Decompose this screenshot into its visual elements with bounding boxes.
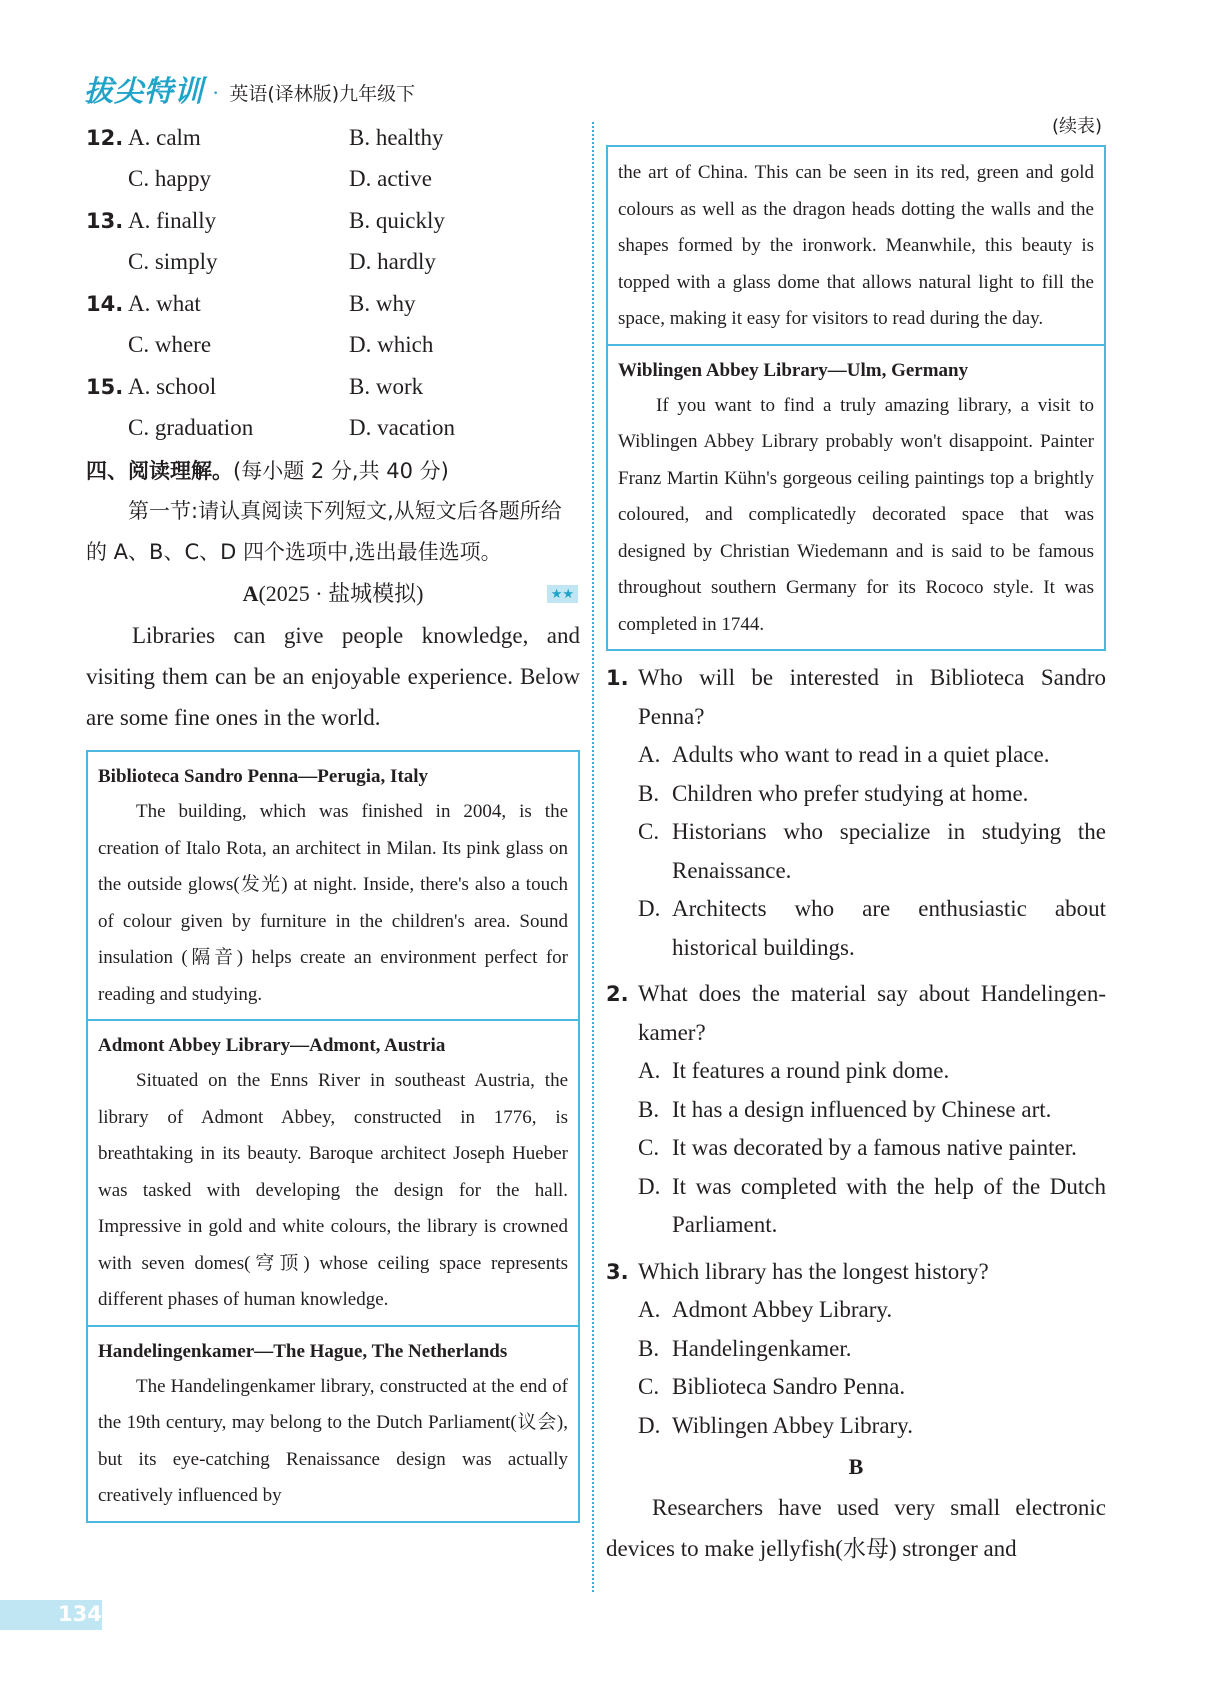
passage-b-text: Researchers have used very small electronic devices to make jellyfish(水母) stronger and	[606, 1495, 1106, 1561]
choice-text: Adults who want to read in a quiet place.	[672, 742, 1050, 767]
passage-b-label: B	[848, 1454, 864, 1479]
option-right: D. vacation	[349, 415, 456, 441]
choice-text: Wiblingen Abbey Library.	[672, 1412, 913, 1438]
answer-choice[interactable]	[638, 775, 1106, 814]
option-row	[86, 325, 580, 367]
choice-letter: C.	[638, 1135, 660, 1160]
library-table	[86, 750, 580, 1523]
choice-letter: D.	[638, 1173, 661, 1199]
choice-letter: A.	[638, 1058, 661, 1083]
question-number: 13.	[86, 208, 124, 233]
library-text: The Handelingenkamer library, constructed at the end of the 19th century, may belong to the Dutch Parliament(议会), but its eye-catching Renaissance design was actually creatively influenced by	[98, 1375, 568, 1506]
library-entry	[88, 1021, 578, 1327]
option-left: C. graduation	[128, 415, 254, 441]
option-right: D. hardly	[349, 249, 436, 275]
option-right: B. work	[349, 373, 424, 399]
option-left: C. happy	[128, 166, 212, 192]
option-left: A. calm	[128, 124, 201, 150]
library-text: The building, which was finished in 2004, is the creation of Italo Rota, an architect in Milan. Its pink glass on the outside glows(发光) at night. Inside, there's also a touch of colour given by furniture in the children's area. Sound insulation (隔音) helps create an environment perfect for reading and studying.	[98, 801, 568, 1005]
option-left: A. what	[128, 290, 201, 316]
section-heading: 四、阅读理解。	[86, 459, 233, 483]
choice-letter: C.	[638, 1374, 660, 1399]
passage-a-source: (2025 · 盐城模拟)	[258, 581, 424, 606]
difficulty-stars-icon: ★★	[547, 585, 578, 603]
library-text: the art of China. This can be seen in its red, green and gold colours as well as the dragon heads dotting the walls and the shapes formed by the ironwork. Meanwhile, this beauty is topped with a glass dome that allows natural light to fill the space, making it easy for visitors to read during the day.	[618, 162, 1094, 329]
choice-text: Handelingenkamer.	[672, 1335, 852, 1361]
question-text: Who will be interested in Biblioteca Sandro Penna?	[638, 665, 1106, 729]
question-number: 12.	[86, 125, 124, 150]
page-number-tab	[0, 1600, 102, 1630]
library-entry	[88, 1327, 578, 1521]
subject-title: 英语(译林版)九年级下	[229, 83, 416, 105]
header-dot: ·	[212, 80, 220, 105]
choice-text: It was completed with the help of the Dutch Parliament.	[672, 1173, 1106, 1237]
choice-letter: A.	[638, 742, 661, 767]
column-divider	[592, 122, 594, 1592]
question-number: 3.	[606, 1259, 629, 1284]
option-row	[86, 159, 580, 201]
option-row	[86, 117, 580, 159]
option-row	[86, 366, 580, 408]
question-item	[606, 659, 1106, 967]
right-column	[606, 117, 1106, 1569]
question-list	[606, 659, 1106, 1445]
choice-text: It was decorated by a famous native painter.	[672, 1135, 1077, 1160]
answer-choice[interactable]	[638, 1291, 1106, 1330]
option-row	[86, 283, 580, 325]
section-score-note: (每小题 2 分,共 40 分)	[233, 459, 449, 483]
library-table-continued	[606, 145, 1106, 651]
section-title	[86, 451, 580, 491]
choice-letter: D.	[638, 1412, 661, 1438]
option-right: B. healthy	[349, 124, 444, 150]
answer-choice[interactable]	[638, 1330, 1106, 1369]
question-item	[606, 1253, 1106, 1446]
answer-choice[interactable]	[638, 1407, 1106, 1446]
question-number: 15.	[86, 374, 124, 399]
choice-letter: B.	[638, 780, 660, 806]
choice-letter: B.	[638, 1096, 660, 1122]
choice-letter: A.	[638, 1297, 661, 1322]
library-entry	[608, 346, 1104, 650]
library-title: Wiblingen Abbey Library—Ulm, Germany	[618, 359, 969, 381]
choice-text: Architects who are enthusiastic about historical buildings.	[672, 896, 1106, 960]
answer-choice[interactable]	[638, 1168, 1106, 1245]
passage-a-heading	[86, 573, 580, 615]
choice-letter: C.	[638, 819, 660, 844]
question-item	[606, 975, 1106, 1245]
choice-text: It features a round pink dome.	[672, 1058, 950, 1083]
cloze-options	[86, 117, 580, 449]
option-left: C. where	[128, 332, 212, 358]
answer-choice[interactable]	[638, 1052, 1106, 1091]
library-title: Biblioteca Sandro Penna—Perugia, Italy	[98, 766, 429, 787]
option-row	[86, 408, 580, 450]
answer-choice[interactable]	[638, 736, 1106, 775]
option-right: B. quickly	[349, 207, 445, 233]
page-header	[84, 70, 415, 110]
question-number: 1.	[606, 666, 629, 690]
library-entry	[608, 147, 1104, 346]
choice-letter: B.	[638, 1335, 660, 1361]
passage-a-intro: Libraries can give people knowledge, and visiting them can be an enjoyable experience. Below are some fine ones in the world.	[86, 623, 580, 730]
answer-choice[interactable]	[638, 890, 1106, 967]
option-row	[86, 242, 580, 284]
option-right: B. why	[349, 290, 416, 316]
choice-letter: D.	[638, 896, 661, 921]
question-number: 2.	[606, 982, 629, 1006]
choice-text: Biblioteca Sandro Penna.	[672, 1374, 906, 1399]
left-column	[86, 117, 580, 1523]
option-left: A. school	[128, 373, 217, 399]
answer-choice[interactable]	[638, 813, 1106, 890]
choice-text: It has a design influenced by Chinese art.	[672, 1096, 1052, 1122]
library-title: Admont Abbey Library—Admont, Austria	[98, 1035, 446, 1056]
option-row	[86, 200, 580, 242]
option-right: D. active	[349, 166, 433, 192]
answer-choice[interactable]	[638, 1129, 1106, 1168]
brand-logo: 拔尖特训	[84, 74, 205, 108]
option-right: D. which	[349, 332, 434, 358]
passage-a-label: A	[242, 581, 259, 606]
option-left: C. simply	[128, 249, 218, 275]
page-number: 134	[58, 1602, 102, 1626]
library-text: If you want to find a truly amazing library, a visit to Wiblingen Abbey Library probably won't disappoint. Painter Franz Martin Kühn's gorgeous ceiling paintings top a brightly coloured, and complicatedly decorated space that was designed by Christian Wiedemann and is said to be famous throughout southern Germany for its Rococo style. It was completed in 1744.	[618, 394, 1094, 635]
library-text: Situated on the Enns River in southeast Austria, the library of Admont Abbey, constructed in 1776, is breathtaking in its beauty. Baroque architect Joseph Hueber was tasked with developing the design for the hall. Impressive in gold and white colours, the library is crowned with seven domes(穹顶) whose ceiling space represents different phases of human knowledge.	[98, 1070, 568, 1310]
choice-text: Children who prefer studying at home.	[672, 780, 1029, 806]
question-text: Which library has the longest history?	[638, 1258, 989, 1284]
question-number: 14.	[86, 291, 124, 316]
question-text: What does the material say about Handelingen-kamer?	[638, 981, 1106, 1045]
answer-choice[interactable]	[638, 1368, 1106, 1407]
library-title: Handelingenkamer—The Hague, The Netherlands	[98, 1340, 508, 1362]
library-entry	[88, 752, 578, 1021]
choice-text: Historians who specialize in studying the Renaissance.	[672, 819, 1106, 883]
choice-text: Admont Abbey Library.	[672, 1297, 893, 1322]
instruction: 第一节:请认真阅读下列短文,从短文后各题所给的 A、B、C、D 四个选项中,选出最佳选项。	[86, 499, 562, 564]
continued-label: (续表)	[1051, 116, 1102, 137]
option-left: A. finally	[128, 207, 217, 233]
answer-choice[interactable]	[638, 1091, 1106, 1130]
